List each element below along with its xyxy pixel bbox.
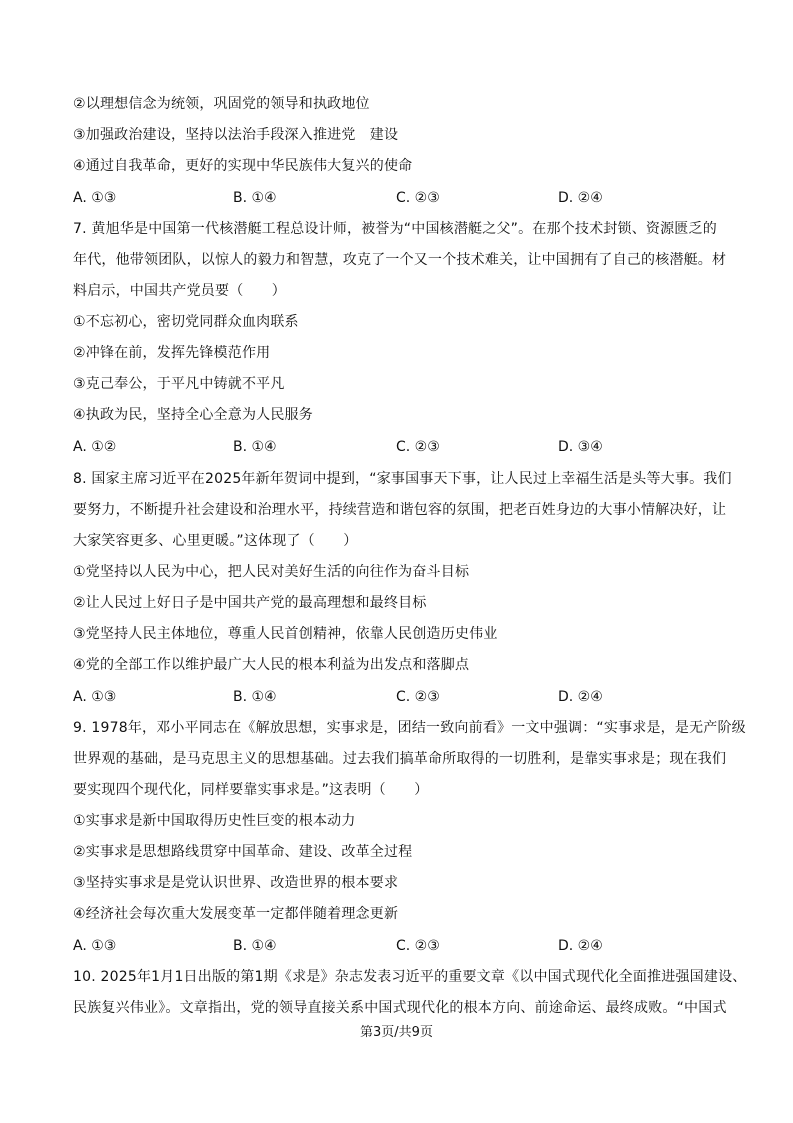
q8-item-3: ③党坚持人民主体地位，尊重人民首创精神，依靠人民创造历史伟业 <box>73 626 498 642</box>
q10-stem-line: 10. 2025年1月1日出版的第1期《求是》杂志发表习近平的重要文章《以中国式现代化全面推进强国建设、 <box>73 969 747 985</box>
q7-item-1: ①不忘初心，密切党同群众血肉联系 <box>73 314 299 330</box>
q6-option-d: D. ②④ <box>558 190 603 206</box>
q7-option-b: B. ①④ <box>233 439 277 455</box>
q8-options <box>73 687 737 707</box>
q9-stem-line: 世界观的基础，是马克思主义的思想基础。过去我们搞革命所取得的一切胜利，是靠实事求是；现在我们 <box>73 751 727 767</box>
q9-item-3: ③坚持实事求是是党认识世界、改造世界的根本要求 <box>73 875 399 891</box>
q8-option-d: D. ②④ <box>558 689 603 705</box>
q6-item-2: ②以理想信念为统领，巩固党的领导和执政地位 <box>73 96 370 112</box>
q9-item-2: ②实事求是思想路线贯穿中国革命、建设、改革全过程 <box>73 844 413 860</box>
q6-item-3: ③加强政治建设，坚持以法治手段深入推进党 建设 <box>73 127 399 143</box>
q10-stem-line: 民族复兴伟业》。文章指出，党的领导直接关系中国式现代化的根本方向、前途命运、最终成败。“中国式 <box>73 1000 727 1016</box>
q7-item-4: ④执政为民，坚持全心全意为人民服务 <box>73 407 313 423</box>
q9-option-d: D. ②④ <box>558 938 603 954</box>
q6-item-4: ④通过自我革命，更好的实现中华民族伟大复兴的使命 <box>73 158 413 174</box>
q7-stem-line: 7. 黄旭华是中国第一代核潜艇工程总设计师，被誉为“中国核潜艇之父”。在那个技术封锁、资源匮乏的 <box>73 221 717 237</box>
q7-stem-line: 年代，他带领团队，以惊人的毅力和智慧，攻克了一个又一个技术难关，让中国拥有了自己的核潜艇。材 <box>73 252 727 268</box>
q7-option-a: A. ①② <box>73 439 117 455</box>
q6-option-b: B. ①④ <box>233 190 277 206</box>
q6-options <box>73 188 737 208</box>
q7-option-c: C. ②③ <box>396 439 440 455</box>
q8-item-4: ④党的全部工作以维护最广大人民的根本利益为出发点和落脚点 <box>73 657 470 673</box>
q8-option-a: A. ①③ <box>73 689 117 705</box>
q9-option-b: B. ①④ <box>233 938 277 954</box>
q7-option-d: D. ③④ <box>558 439 603 455</box>
q8-item-2: ②让人民过上好日子是中国共产党的最高理想和最终目标 <box>73 595 427 611</box>
q7-stem-line: 料启示，中国共产党员要（ ） <box>73 283 286 299</box>
q8-stem-line: 要努力，不断提升社会建设和治理水平，持续营造和谐包容的氛围，把老百姓身边的大事小情解决好，让 <box>73 502 727 518</box>
q6-option-c: C. ②③ <box>396 190 440 206</box>
q9-option-a: A. ①③ <box>73 938 117 954</box>
q8-stem-line: 8. 国家主席习近平在2025年新年贺词中提到，“家事国事天下事，让人民过上幸福生活是头等大事。我们 <box>73 471 732 487</box>
q8-stem-line: 大家笑容更多、心里更暖。”这体现了（ ） <box>73 533 358 549</box>
q7-item-2: ②冲锋在前，发挥先锋模范作用 <box>73 345 271 361</box>
q9-option-c: C. ②③ <box>396 938 440 954</box>
q7-options <box>73 437 737 457</box>
q6-option-a: A. ①③ <box>73 190 117 206</box>
q8-item-1: ①党坚持以人民为中心，把人民对美好生活的向往作为奋斗目标 <box>73 564 470 580</box>
q9-options <box>73 936 737 956</box>
q9-stem-line: 9. 1978年，邓小平同志在《解放思想，实事求是，团结一致向前看》一文中强调：“实事求是，是无产阶级 <box>73 720 746 736</box>
q9-item-4: ④经济社会每次重大发展变革一定都伴随着理念更新 <box>73 906 399 922</box>
q8-option-b: B. ①④ <box>233 689 277 705</box>
q9-item-1: ①实事求是新中国取得历史性巨变的根本动力 <box>73 813 356 829</box>
q9-stem-line: 要实现四个现代化，同样要靠实事求是。”这表明（ ） <box>73 782 429 798</box>
page-number-footer: 第3页/共9页 <box>360 1025 433 1040</box>
q8-option-c: C. ②③ <box>396 689 440 705</box>
q7-item-3: ③克己奉公，于平凡中铸就不平凡 <box>73 376 285 392</box>
